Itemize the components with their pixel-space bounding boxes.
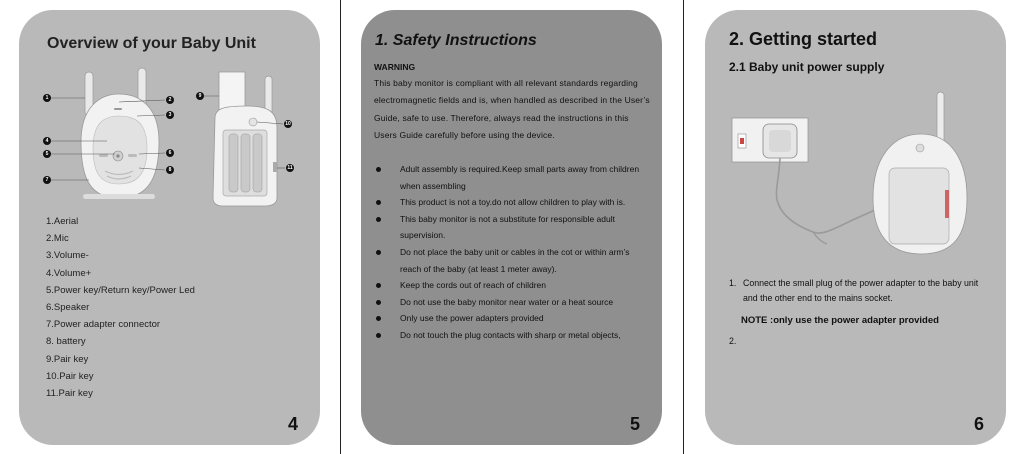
callout-8: 8	[166, 166, 174, 174]
section-subtitle: 2.1 Baby unit power supply	[729, 60, 885, 74]
callout-3: 3	[166, 111, 174, 119]
warning-intro-text: This baby monitor is compliant with all relevant standards regarding electromagnetic fields and is, when handled as described in the User’s Guide, safe to use. Therefore, always read the instructions in this Users Guide carefully before using the device.	[374, 78, 650, 141]
page-5-card	[361, 10, 662, 445]
power-adapter-illustration	[763, 124, 875, 244]
parts-list-item: 2.Mic	[46, 233, 69, 245]
parts-list-item: 9.Pair key	[46, 353, 89, 365]
instruction-step-1	[729, 276, 994, 306]
page-4-card	[19, 10, 320, 445]
callout-1: 1	[43, 94, 51, 102]
safety-bullet: Only use the power adapters provided	[374, 310, 652, 327]
safety-bullet: Do not place the baby unit or cables in the cot or within arm’s reach of the baby (at least 1 meter away).	[374, 244, 652, 277]
page-divider-right	[683, 0, 684, 454]
baby-unit-back-illustration	[213, 72, 277, 206]
safety-bullet: This baby monitor is not a substitute for responsible adult supervision.	[374, 211, 652, 244]
note-text: NOTE :only use the power adapter provided	[741, 315, 939, 326]
callout-4: 4	[43, 137, 51, 145]
callout-11: 11	[287, 165, 293, 171]
callout-9: 9	[196, 92, 204, 100]
baby-unit-back-illustration	[873, 92, 967, 254]
parts-list-item: 4.Volume+	[46, 267, 92, 279]
page-5-title: 1. Safety Instructions	[375, 32, 537, 49]
page-number: 5	[629, 414, 640, 434]
parts-list-item: 6.Speaker	[46, 301, 90, 313]
warning-label: WARNING	[374, 62, 416, 72]
parts-list-item: 1.Aerial	[46, 216, 79, 227]
callout-5: 5	[43, 150, 51, 158]
baby-unit-diagram	[19, 50, 320, 240]
callout-2: 2	[166, 96, 174, 104]
callout-6: 6	[166, 149, 174, 157]
page-number: 4	[287, 414, 298, 434]
safety-bullet: Keep the cords out of reach of children	[374, 277, 652, 294]
parts-list-item: 3.Volume-	[46, 250, 89, 262]
parts-list-item: 5.Power key/Return key/Power Led	[46, 284, 195, 296]
callout-7: 7	[43, 176, 51, 184]
parts-list-item: 11.Pair key	[46, 387, 93, 399]
step-text: Connect the small plug of the power adapter to the baby unit and the other end to the mains socket.	[743, 278, 979, 303]
safety-bullet: Do not use the baby monitor near water or a heat source	[374, 294, 652, 311]
safety-bullet-list	[374, 161, 652, 344]
power-supply-illustration	[705, 78, 1006, 268]
page-4-title: Overview of your Baby Unit	[47, 35, 256, 52]
safety-bullet: This product is not a toy.do not allow children to play with is.	[374, 194, 652, 211]
safety-bullet: Adult assembly is required.Keep small parts away from children when assembling	[374, 161, 652, 194]
page-6-card	[705, 10, 1006, 445]
baby-unit-front-illustration	[81, 68, 159, 199]
parts-list-item: 8. battery	[46, 336, 86, 348]
safety-bullet: Do not touch the plug contacts with sharp or metal objects,	[374, 327, 652, 344]
parts-list-item: 10.Pair key	[46, 370, 94, 382]
page-number: 6	[973, 414, 984, 434]
page-6-title: 2. Getting started	[729, 29, 878, 49]
parts-list-item: 7.Power adapter connector	[46, 319, 161, 331]
step-number: 1.	[729, 278, 737, 288]
page-divider-left	[340, 0, 341, 454]
parts-list	[46, 213, 195, 402]
callout-10: 10	[285, 121, 291, 127]
instruction-step-2: 2.	[729, 336, 737, 346]
